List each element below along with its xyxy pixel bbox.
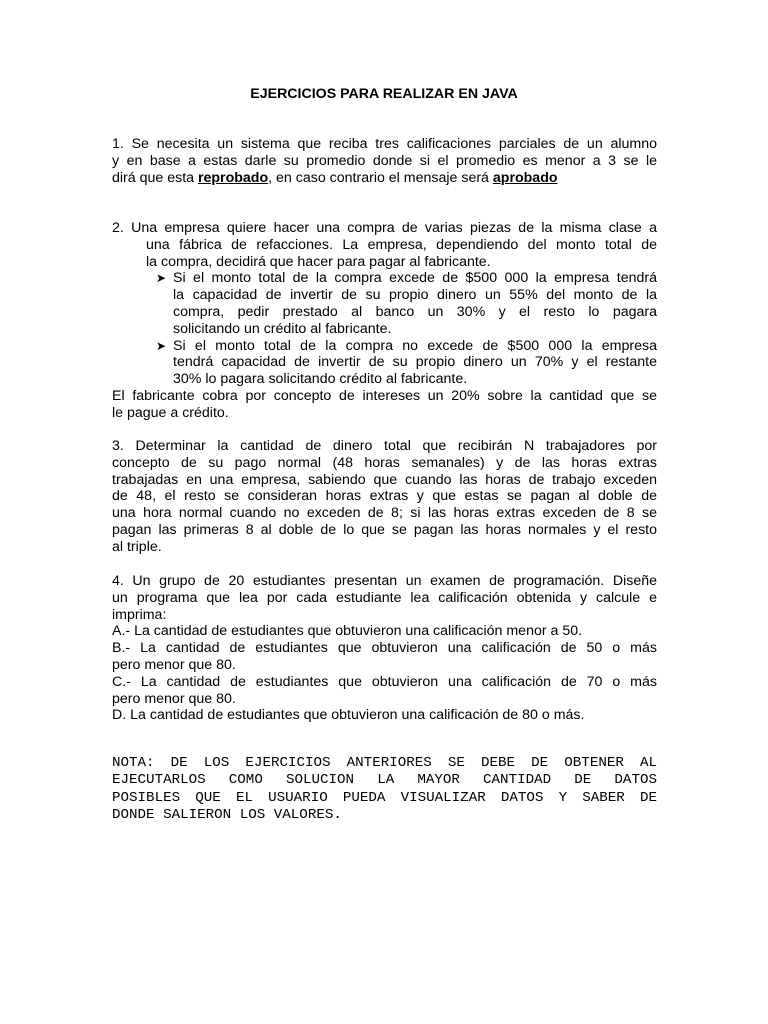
bullet-line: tendrá capacidad de invertir de su propio dinero un 70% y el restante xyxy=(173,354,657,371)
bullet-line: compra, pedir prestado al banco un 30% y el resto lo pagara xyxy=(173,303,657,320)
note-line: DONDE SALIERON LOS VALORES. xyxy=(112,807,342,824)
bullet-line: solicitando un crédito al fabricante. xyxy=(173,320,392,337)
exercise-4-line: imprima: xyxy=(112,606,167,623)
exercise-4-line: un programa que lea por cada estudiante lea calificación obtenida y calcule e xyxy=(112,589,657,606)
exercise-3-line: pagan las primeras 8 al doble de lo que se pagan las horas normales y el resto xyxy=(112,521,657,538)
exercise-2-footer-line: El fabricante cobra por concepto de intereses un 20% sobre la cantidad que se xyxy=(112,387,657,404)
exercise-4 xyxy=(112,573,657,724)
note-line: NOTA: DE LOS EJERCICIOS ANTERIORES SE DEBE DE OBTENER AL xyxy=(112,755,657,771)
bullet-item-2 xyxy=(112,338,657,388)
exercise-3 xyxy=(112,438,657,556)
exercise-1-text: , en caso contrario el mensaje será xyxy=(268,169,493,186)
bullet-line: Si el monto total de la compra excede de $500 000 la empresa tendrá xyxy=(173,270,657,287)
exercise-2 xyxy=(112,220,657,422)
bullet-line: la capacidad de invertir de su propio dinero un 55% del monto de la xyxy=(173,287,657,304)
option-c-line: pero menor que 80. xyxy=(112,690,236,707)
arrow-bullet-icon: ➤ xyxy=(156,338,167,353)
exercise-2-line: una fábrica de refacciones. La empresa, dependiendo del monto total de xyxy=(146,236,657,253)
note-line: POSIBLES QUE EL USUARIO PUEDA VISUALIZAR DATOS Y SABER DE xyxy=(112,789,657,806)
note-line: EJECUTARLOS COMO SOLUCION LA MAYOR CANTIDAD DE DATOS xyxy=(112,772,657,789)
option-d: D. La cantidad de estudiantes que obtuvieron una calificación de 80 o más. xyxy=(112,707,585,724)
bullet-line: 30% lo pagara solicitando crédito al fabricante. xyxy=(173,371,468,388)
option-c-line: C.- La cantidad de estudiantes que obtuvieron una calificación de 70 o más xyxy=(112,673,657,690)
exercise-1-line: y en base a estas darle su promedio donde si el promedio es menor a 3 se le xyxy=(112,152,657,169)
exercise-3-line: 3. Determinar la cantidad de dinero total que recibirán N trabajadores por xyxy=(112,438,657,454)
note-block xyxy=(112,755,657,825)
arrow-bullet-icon: ➤ xyxy=(156,271,167,286)
exercise-2-footer-line: le pague a crédito. xyxy=(112,404,229,421)
bullet-item-1 xyxy=(112,270,657,337)
document-title: EJERCICIOS PARA REALIZAR EN JAVA xyxy=(250,86,518,102)
aprobado-keyword: aprobado xyxy=(492,169,558,186)
exercise-1-line: 1. Se necesita un sistema que reciba tres calificaciones parciales de un alumno xyxy=(112,136,657,152)
exercise-3-line: trabajadas en una empresa, sabiendo que cuando las horas de trabajo exceden xyxy=(112,471,657,488)
exercise-3-line: una hora normal cuando no exceden de 8; si las horas extras exceden de 8 se xyxy=(112,505,657,522)
exercise-2-line: 2. Una empresa quiere hacer una compra de varias piezas de la misma clase a xyxy=(112,220,657,236)
exercise-2-intro xyxy=(112,237,657,271)
option-b-line: pero menor que 80. xyxy=(112,656,236,673)
exercise-3-line: concepto de su pago normal (48 horas semanales) y de las horas extras xyxy=(112,454,657,471)
exercise-4-line: 4. Un grupo de 20 estudiantes presentan un examen de programación. Diseñe xyxy=(112,573,657,589)
exercise-3-line: de 48, el resto se consideran horas extras y que estas se pagan al doble de xyxy=(112,488,657,505)
exercise-1-text: dirá que esta xyxy=(112,169,198,186)
exercise-1-line xyxy=(112,170,657,187)
reprobado-keyword: reprobado xyxy=(197,169,269,186)
exercise-2-line: la compra, decidirá que hacer para pagar al fabricante. xyxy=(146,253,491,270)
exercise-3-line: al triple. xyxy=(112,538,162,555)
bullet-line: Si el monto total de la compra no excede de $500 000 la empresa xyxy=(173,337,657,354)
option-a: A.- La cantidad de estudiantes que obtuvieron una calificación menor a 50. xyxy=(112,623,583,640)
exercise-1 xyxy=(112,136,657,186)
option-b-line: B.- La cantidad de estudiantes que obtuvieron una calificación de 50 o más xyxy=(112,640,657,657)
